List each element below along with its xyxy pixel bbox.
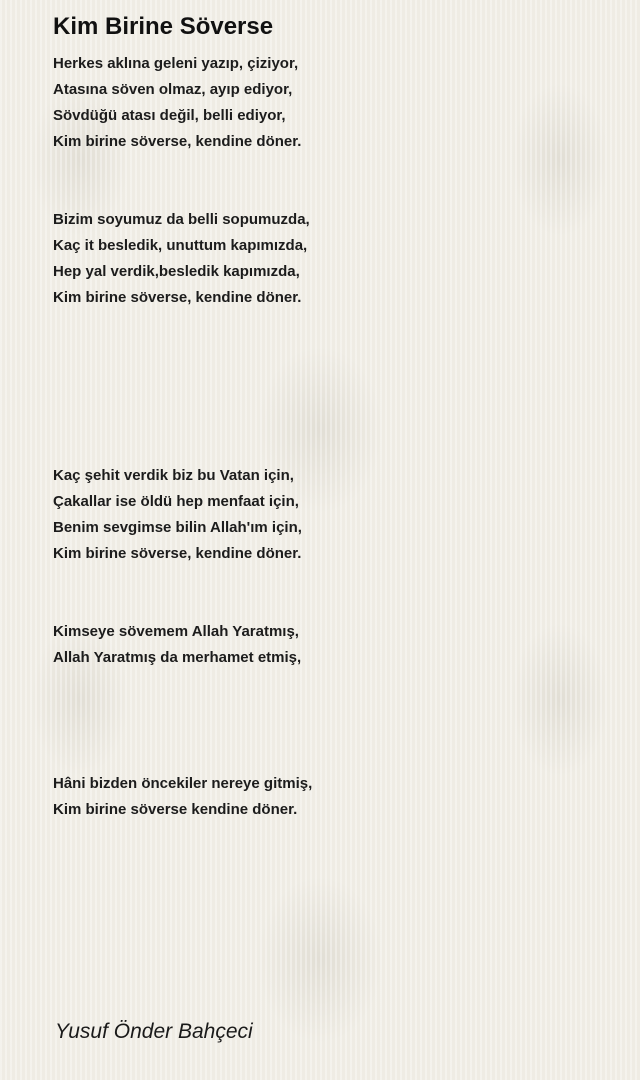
stanza-1 xyxy=(53,51,301,155)
poem-line: Kim birine söverse, kendine döner. xyxy=(53,289,302,306)
poem-line: Herkes aklına geleni yazıp, çiziyor, xyxy=(53,55,299,72)
stanza-2 xyxy=(53,207,310,311)
poem-line: Allah Yaratmış da merhamet etmiş, xyxy=(53,649,302,666)
poem-line: Sövdüğü atası değil, belli ediyor, xyxy=(53,107,286,124)
stanza-5 xyxy=(53,771,312,823)
poem-line: Kimseye sövemem Allah Yaratmış, xyxy=(53,623,299,640)
poem-line: Kaç it besledik, unuttum kapımızda, xyxy=(53,237,308,254)
poem-line: Benim sevgimse bilin Allah'ım için, xyxy=(53,519,302,536)
poem-line: Kim birine söverse, kendine döner. xyxy=(53,545,302,562)
poem-line: Kaç şehit verdik biz bu Vatan için, xyxy=(53,467,294,484)
stanza-4 xyxy=(53,619,301,671)
poem-line: Çakallar ise öldü hep menfaat için, xyxy=(53,493,299,510)
poem-line: Atasına söven olmaz, ayıp ediyor, xyxy=(53,81,293,98)
poem-title: Kim Birine Söverse xyxy=(53,13,274,40)
poem-line: Bizim soyumuz da belli sopumuzda, xyxy=(53,211,310,228)
poem-line: Kim birine söverse, kendine döner. xyxy=(53,133,302,150)
stanza-3 xyxy=(53,463,302,567)
poem-line: Hâni bizden öncekiler nereye gitmiş, xyxy=(53,775,313,792)
poem-line: Hep yal verdik,besledik kapımızda, xyxy=(53,263,300,280)
poem-line: Kim birine söverse kendine döner. xyxy=(53,801,298,818)
poem-author: Yusuf Önder Bahçeci xyxy=(55,1020,253,1043)
